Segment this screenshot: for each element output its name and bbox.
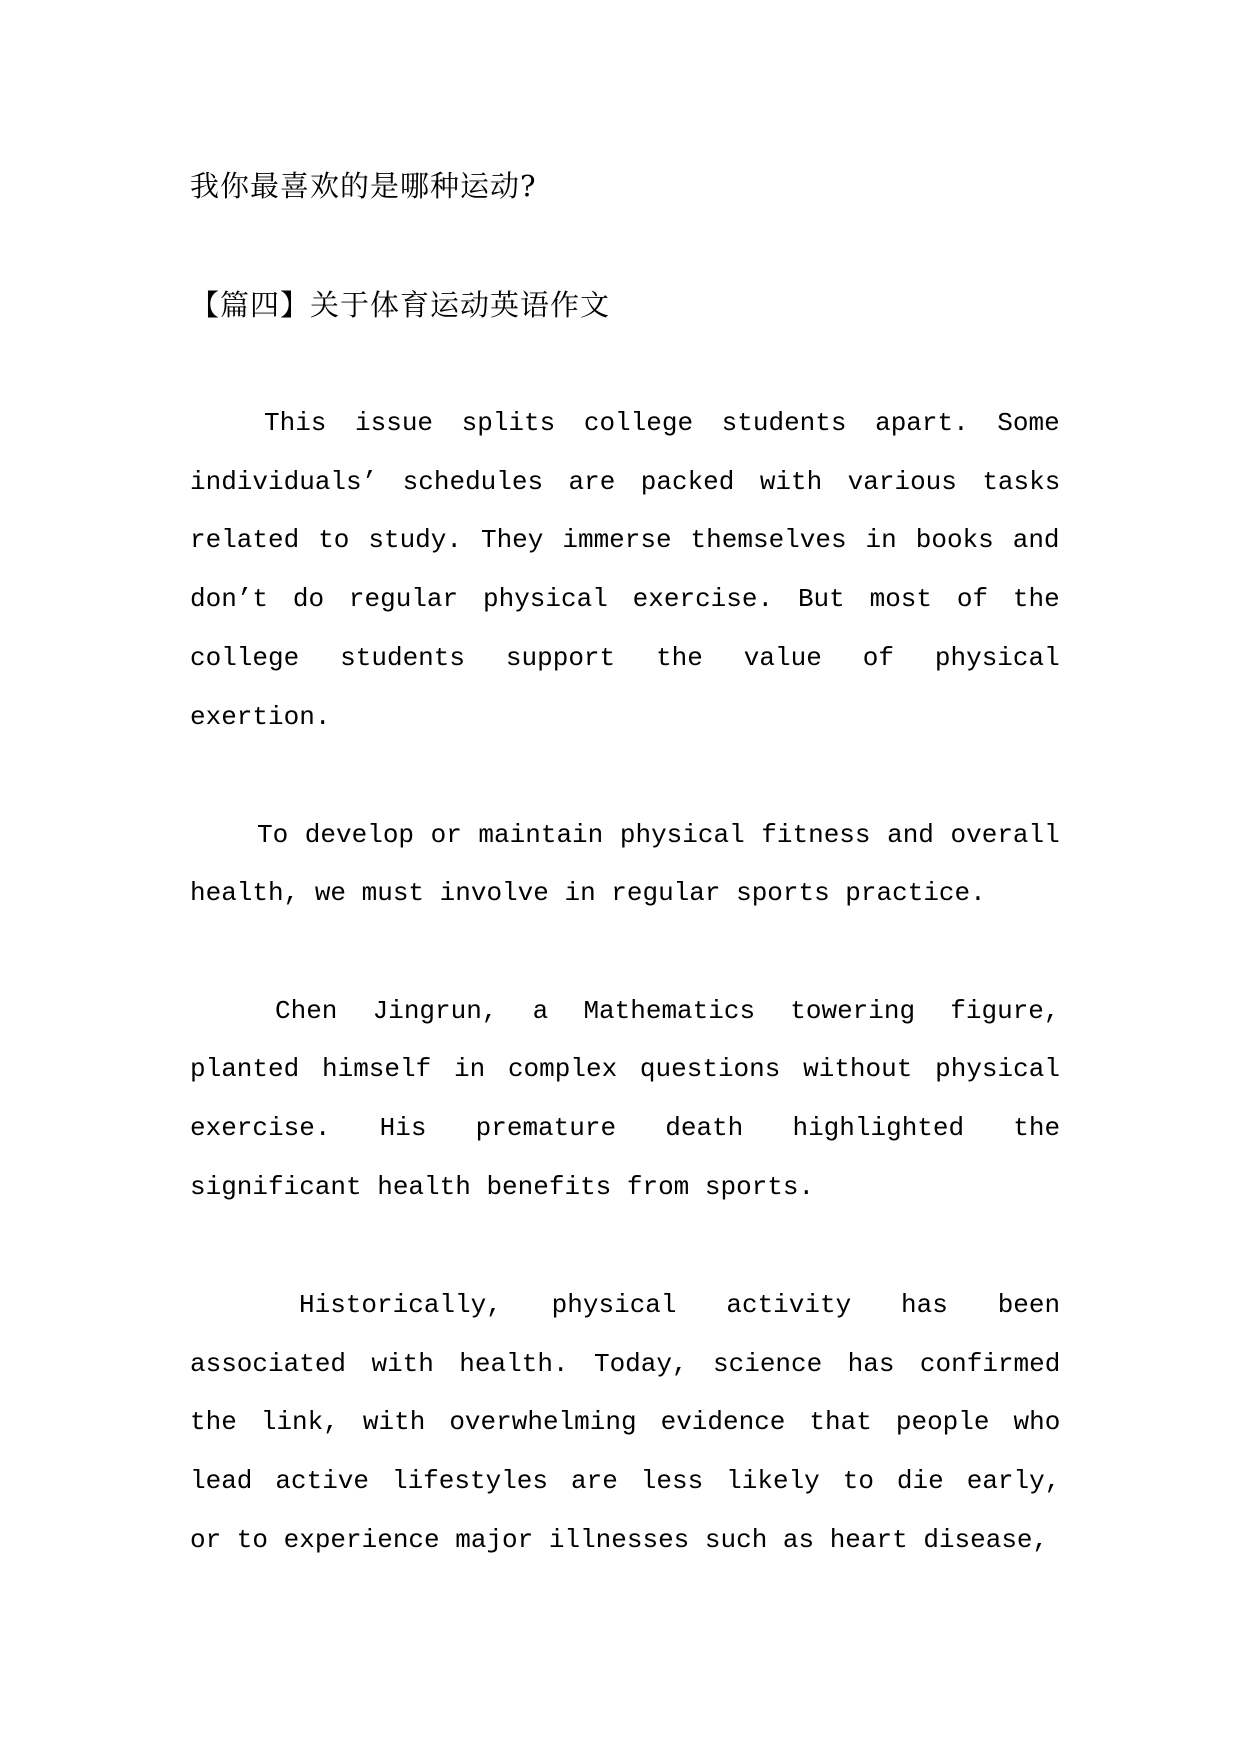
text-line: significant health benefits from sports. <box>190 1172 815 1202</box>
text-line: planted himself in complex questions without physical <box>190 1054 1060 1084</box>
text-line: lead active lifestyles are less likely to die early, <box>190 1466 1061 1496</box>
text-line: the link, with overwhelming evidence that people who <box>190 1407 1061 1437</box>
text-line: or to experience major illnesses such as heart disease, <box>190 1525 1049 1555</box>
section-heading: 【篇四】关于体育运动英语作文 <box>190 288 611 322</box>
text-line: exercise. His premature death highlighted the <box>190 1113 1061 1143</box>
text-line: To develop or maintain physical fitness and overall <box>257 820 1060 850</box>
text-line: college students support the value of physical <box>190 643 1060 673</box>
text-line: health, we must involve in regular sports practice. <box>190 878 986 908</box>
text-line: Historically, physical activity has been <box>299 1290 1061 1320</box>
text-line: This issue splits college students apart. Some <box>264 408 1060 438</box>
text-line: Chen Jingrun, a Mathematics towering figure, <box>275 996 1060 1026</box>
text-line: associated with health. Today, science has confirmed <box>190 1349 1061 1379</box>
text-line: don’t do regular physical exercise. But most of the <box>190 584 1060 614</box>
question-line: 我你最喜欢的是哪种运动? <box>190 169 537 203</box>
text-line: exertion. <box>190 702 331 732</box>
text-line: related to study. They immerse themselves in books and <box>190 525 1060 555</box>
text-line: individuals’ schedules are packed with various tasks <box>190 467 1061 497</box>
